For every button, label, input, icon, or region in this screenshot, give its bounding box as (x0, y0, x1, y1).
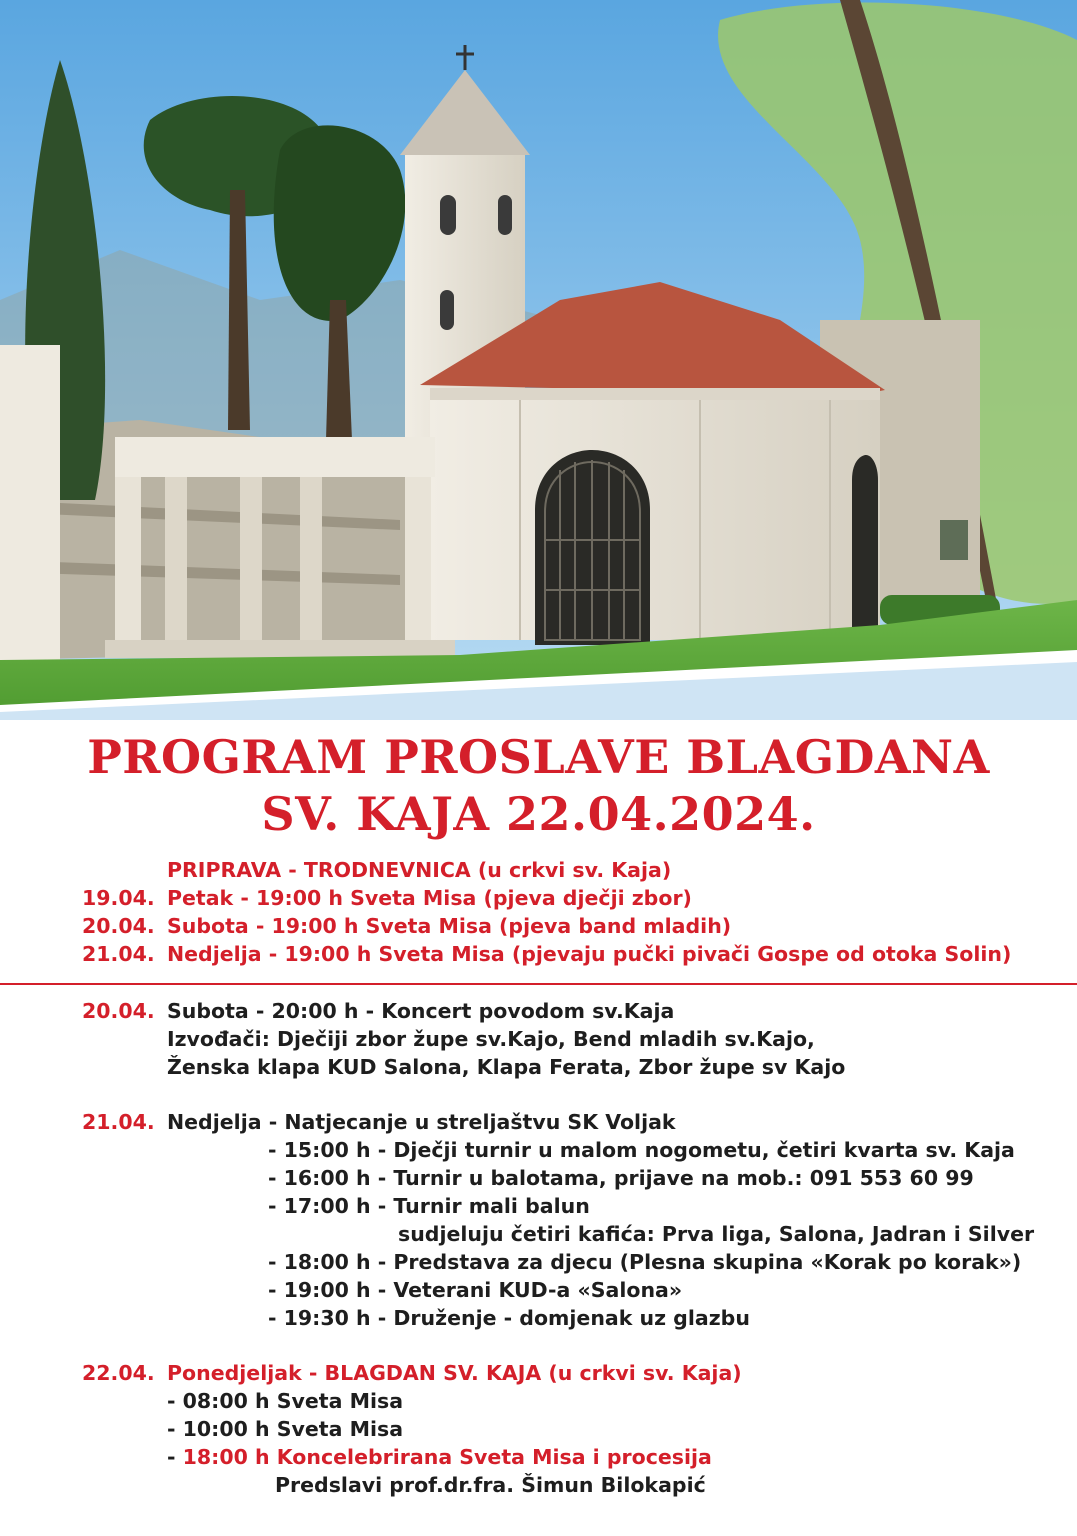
feast-presider: Predslavi prof.dr.fra. Šimun Bilokapić (275, 1473, 706, 1497)
sunday-line-1 (82, 1108, 676, 1136)
feast-mass-2: - 10:00 h Sveta Misa (167, 1417, 404, 1441)
divider (0, 983, 1077, 985)
feast-mass-3-text: 18:00 h Koncelebrirana Sveta Misa i procesija (182, 1445, 712, 1469)
feast-mass-3-dash: - (167, 1445, 183, 1469)
feast-heading: Ponedjeljak - BLAGDAN SV. KAJA (u crkvi sv. Kaja) (167, 1361, 742, 1385)
sunday-item: sudjeluju četiri kafića: Prva liga, Salona, Jadran i Silver (398, 1222, 1035, 1246)
concert-line-3: Ženska klapa KUD Salona, Klapa Ferata, Zbor župe sv Kajo (167, 1055, 846, 1079)
concert-text: Subota - 20:00 h - Koncert povodom sv.Kaja (167, 999, 675, 1023)
preparation-heading: PRIPRAVA - TRODNEVNICA (u crkvi sv. Kaja) (167, 858, 672, 882)
sunday-item: - 15:00 h - Dječji turnir u malom nogometu, četiri kvarta sv. Kaja (268, 1138, 1015, 1162)
church-photo (0, 0, 1077, 720)
item-text: Subota - 19:00 h Sveta Misa (pjeva band mladih) (167, 914, 732, 938)
title-line-1: PROGRAM PROSLAVE BLAGDANA (87, 730, 990, 784)
concert-date: 20.04. (82, 999, 155, 1023)
pavilion-top (115, 437, 435, 477)
sunday-item: - 17:00 h - Turnir mali balun (268, 1194, 590, 1218)
chapel-wall (430, 400, 880, 640)
sunday-item: - 19:00 h - Veterani KUD-a «Salona» (268, 1278, 683, 1302)
feast-line-1 (82, 1359, 742, 1387)
sunday-item: - 19:30 h - Druženje - domjenak uz glazbu (268, 1306, 750, 1330)
wall-slab (0, 345, 60, 665)
feast-date: 22.04. (82, 1361, 155, 1385)
concert-line-2: Izvođači: Dječiji zbor župe sv.Kajo, Bend mladih sv.Kajo, (167, 1027, 815, 1051)
title-line-2: SV. KAJA 22.04.2024. (261, 787, 816, 841)
item-text: Petak - 19:00 h Sveta Misa (pjeva dječji zbor) (167, 886, 692, 910)
item-date: 20.04. (82, 914, 155, 938)
concert-line-1 (82, 997, 674, 1025)
sunday-item: - 18:00 h - Predstava za djecu (Plesna skupina «Korak po korak») (268, 1250, 1022, 1274)
item-date: 19.04. (82, 886, 155, 910)
item-text: Nedjelja - 19:00 h Sveta Misa (pjevaju pučki pivači Gospe od otoka Solin) (167, 942, 1012, 966)
list-item (82, 884, 692, 912)
list-item (82, 912, 731, 940)
sunday-date: 21.04. (82, 1110, 155, 1134)
sunday-item: - 16:00 h - Turnir u balotama, prijave na mob.: 091 553 60 99 (268, 1166, 974, 1190)
item-date: 21.04. (82, 942, 155, 966)
list-item (82, 940, 1011, 968)
feast-mass-3 (167, 1443, 712, 1471)
feast-mass-1: - 08:00 h Sveta Misa (167, 1389, 404, 1413)
sunday-text: Nedjelja - Natjecanje u streljaštvu SK Voljak (167, 1110, 676, 1134)
